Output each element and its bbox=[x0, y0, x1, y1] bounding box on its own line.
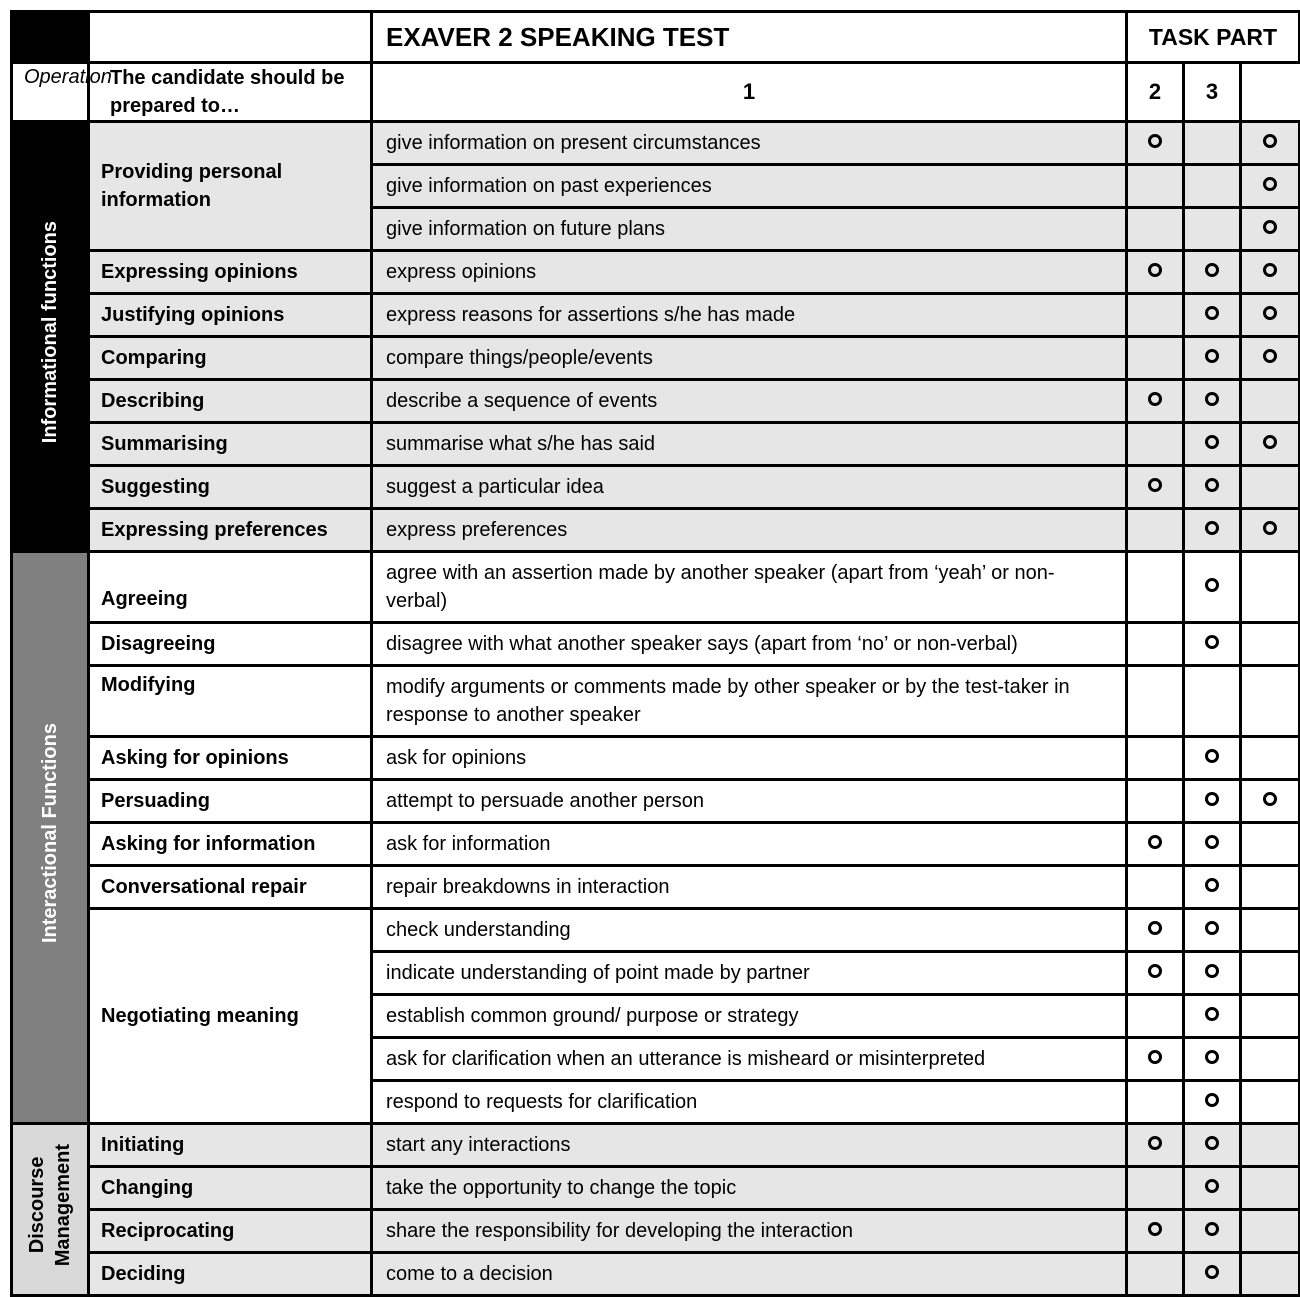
task-part-3-cell bbox=[1241, 251, 1300, 294]
task-part-1-cell bbox=[1127, 1038, 1184, 1081]
task-part-2-cell bbox=[1184, 165, 1241, 208]
table-title: EXAVER 2 SPEAKING TEST bbox=[372, 12, 1127, 63]
circle-mark-icon bbox=[1263, 220, 1277, 234]
operation-reciprocating: Reciprocating bbox=[89, 1210, 372, 1253]
circle-mark-icon bbox=[1205, 835, 1219, 849]
task-part-2-cell bbox=[1184, 466, 1241, 509]
task-part-1-cell bbox=[1127, 509, 1184, 552]
task-part-2-cell bbox=[1184, 423, 1241, 466]
row-description: suggest a particular idea bbox=[372, 466, 1127, 509]
row-description: check understanding bbox=[372, 909, 1127, 952]
task-part-1-cell bbox=[1127, 866, 1184, 909]
table-row bbox=[12, 251, 1300, 294]
task-part-3-cell bbox=[1241, 509, 1300, 552]
task-part-1-cell bbox=[1127, 337, 1184, 380]
row-description: come to a decision bbox=[372, 1253, 1127, 1296]
table-row bbox=[12, 337, 1300, 380]
task-part-3-cell bbox=[1241, 466, 1300, 509]
circle-mark-icon bbox=[1205, 921, 1219, 935]
operation-summarising: Summarising bbox=[89, 423, 372, 466]
task-part-2-cell bbox=[1184, 1081, 1241, 1124]
circle-mark-icon bbox=[1148, 263, 1162, 277]
table-row bbox=[12, 623, 1300, 666]
operation-repair: Conversational repair bbox=[89, 866, 372, 909]
row-description: establish common ground/ purpose or strategy bbox=[372, 995, 1127, 1038]
operation-providing: Providing personal information bbox=[89, 122, 372, 251]
operation-justifying: Justifying opinions bbox=[89, 294, 372, 337]
row-description: indicate understanding of point made by partner bbox=[372, 952, 1127, 995]
table-row bbox=[12, 552, 1300, 623]
task-part-1-cell bbox=[1127, 737, 1184, 780]
row-description: summarise what s/he has said bbox=[372, 423, 1127, 466]
task-part-1-cell bbox=[1127, 423, 1184, 466]
part-3-header: 3 bbox=[1184, 63, 1241, 122]
row-description: start any interactions bbox=[372, 1124, 1127, 1167]
circle-mark-icon bbox=[1148, 134, 1162, 148]
table-row bbox=[12, 866, 1300, 909]
table-row bbox=[12, 1210, 1300, 1253]
row-description: give information on present circumstances bbox=[372, 122, 1127, 165]
operation-comparing: Comparing bbox=[89, 337, 372, 380]
category-interactional bbox=[12, 552, 89, 1124]
circle-mark-icon bbox=[1205, 1136, 1219, 1150]
task-part-3-cell bbox=[1241, 552, 1300, 623]
table-row bbox=[12, 1124, 1300, 1167]
task-part-2-cell bbox=[1184, 208, 1241, 251]
circle-mark-icon bbox=[1148, 1136, 1162, 1150]
task-part-1-cell bbox=[1127, 952, 1184, 995]
task-part-2-cell bbox=[1184, 866, 1241, 909]
operation-suggesting: Suggesting bbox=[89, 466, 372, 509]
table-row bbox=[12, 122, 1300, 165]
circle-mark-icon bbox=[1205, 1050, 1219, 1064]
header-row bbox=[12, 12, 1300, 63]
circle-mark-icon bbox=[1148, 1050, 1162, 1064]
circle-mark-icon bbox=[1205, 635, 1219, 649]
task-part-3-cell bbox=[1241, 1124, 1300, 1167]
circle-mark-icon bbox=[1148, 835, 1162, 849]
row-description: ask for opinions bbox=[372, 737, 1127, 780]
task-part-2-cell bbox=[1184, 995, 1241, 1038]
part-2-header: 2 bbox=[1127, 63, 1184, 122]
table-row bbox=[12, 294, 1300, 337]
circle-mark-icon bbox=[1205, 964, 1219, 978]
operation-asking-information: Asking for information bbox=[89, 823, 372, 866]
circle-mark-icon bbox=[1205, 521, 1219, 535]
task-part-1-cell bbox=[1127, 1167, 1184, 1210]
circle-mark-icon bbox=[1148, 478, 1162, 492]
circle-mark-icon bbox=[1263, 263, 1277, 277]
task-part-1-cell bbox=[1127, 552, 1184, 623]
task-part-3-cell bbox=[1241, 1253, 1300, 1296]
row-description: attempt to persuade another person bbox=[372, 780, 1127, 823]
circle-mark-icon bbox=[1263, 177, 1277, 191]
task-part-3-cell bbox=[1241, 165, 1300, 208]
table-row bbox=[12, 1167, 1300, 1210]
operation-expressing-preferences: Expressing preferences bbox=[89, 509, 372, 552]
task-part-2-cell bbox=[1184, 1167, 1241, 1210]
category-interactional-label: Interactional Functions bbox=[39, 723, 61, 944]
operation-persuading: Persuading bbox=[89, 780, 372, 823]
task-part-2-cell bbox=[1184, 509, 1241, 552]
circle-mark-icon bbox=[1263, 349, 1277, 363]
task-part-1-cell bbox=[1127, 208, 1184, 251]
circle-mark-icon bbox=[1205, 749, 1219, 763]
circle-mark-icon bbox=[1205, 878, 1219, 892]
task-part-3-cell bbox=[1241, 823, 1300, 866]
row-description: modify arguments or comments made by other speaker or by the test-taker in response to another speaker bbox=[372, 666, 1127, 737]
task-part-1-cell bbox=[1127, 1081, 1184, 1124]
task-part-3-cell bbox=[1241, 737, 1300, 780]
task-part-1-cell bbox=[1127, 1124, 1184, 1167]
task-part-2-cell bbox=[1184, 122, 1241, 165]
task-part-2-cell bbox=[1184, 337, 1241, 380]
corner-cell bbox=[12, 12, 89, 63]
table-row bbox=[12, 1253, 1300, 1296]
operation-disagreeing: Disagreeing bbox=[89, 623, 372, 666]
task-part-3-cell bbox=[1241, 1167, 1300, 1210]
table-row bbox=[12, 509, 1300, 552]
row-description: express reasons for assertions s/he has made bbox=[372, 294, 1127, 337]
table-row bbox=[12, 466, 1300, 509]
task-part-3-cell bbox=[1241, 122, 1300, 165]
task-part-1-cell bbox=[1127, 165, 1184, 208]
speaking-test-table-wrapper bbox=[10, 10, 1300, 1297]
circle-mark-icon bbox=[1205, 1179, 1219, 1193]
row-description: agree with an assertion made by another speaker (apart from ‘yeah’ or non-verbal) bbox=[372, 552, 1127, 623]
row-description: compare things/people/events bbox=[372, 337, 1127, 380]
operation-asking-opinions: Asking for opinions bbox=[89, 737, 372, 780]
table-row bbox=[12, 666, 1300, 737]
task-part-2-cell bbox=[1184, 1210, 1241, 1253]
task-part-2-cell bbox=[1184, 780, 1241, 823]
circle-mark-icon bbox=[1263, 435, 1277, 449]
circle-mark-icon bbox=[1205, 392, 1219, 406]
blank-header-cell bbox=[89, 12, 372, 63]
task-part-3-cell bbox=[1241, 780, 1300, 823]
row-description: describe a sequence of events bbox=[372, 380, 1127, 423]
row-description: repair breakdowns in interaction bbox=[372, 866, 1127, 909]
table-row bbox=[12, 823, 1300, 866]
row-description: ask for information bbox=[372, 823, 1127, 866]
circle-mark-icon bbox=[1263, 792, 1277, 806]
table-row bbox=[12, 423, 1300, 466]
task-part-2-cell bbox=[1184, 380, 1241, 423]
task-part-1-cell bbox=[1127, 466, 1184, 509]
circle-mark-icon bbox=[1205, 1222, 1219, 1236]
prepared-header: The candidate should be prepared to… bbox=[89, 63, 372, 122]
category-discourse bbox=[12, 1124, 89, 1296]
task-part-3-cell bbox=[1241, 909, 1300, 952]
task-part-2-cell bbox=[1184, 909, 1241, 952]
category-informational bbox=[12, 122, 89, 552]
operation-agreeing: Agreeing bbox=[89, 552, 372, 623]
circle-mark-icon bbox=[1148, 392, 1162, 406]
part-1-header: 1 bbox=[372, 63, 1127, 122]
operation-deciding: Deciding bbox=[89, 1253, 372, 1296]
task-part-header: TASK PART bbox=[1127, 12, 1300, 63]
task-part-2-cell bbox=[1184, 1124, 1241, 1167]
task-part-2-cell bbox=[1184, 666, 1241, 737]
task-part-3-cell bbox=[1241, 380, 1300, 423]
task-part-2-cell bbox=[1184, 623, 1241, 666]
circle-mark-icon bbox=[1205, 263, 1219, 277]
task-part-3-cell bbox=[1241, 337, 1300, 380]
operation-negotiating: Negotiating meaning bbox=[89, 909, 372, 1124]
task-part-3-cell bbox=[1241, 866, 1300, 909]
task-part-2-cell bbox=[1184, 251, 1241, 294]
task-part-3-cell bbox=[1241, 666, 1300, 737]
task-part-1-cell bbox=[1127, 380, 1184, 423]
circle-mark-icon bbox=[1148, 1222, 1162, 1236]
table-row bbox=[12, 909, 1300, 952]
row-description: give information on future plans bbox=[372, 208, 1127, 251]
task-part-1-cell bbox=[1127, 1210, 1184, 1253]
table-row bbox=[12, 380, 1300, 423]
task-part-1-cell bbox=[1127, 122, 1184, 165]
operation-initiating: Initiating bbox=[89, 1124, 372, 1167]
task-part-1-cell bbox=[1127, 666, 1184, 737]
operation-header: Operation bbox=[12, 63, 89, 122]
circle-mark-icon bbox=[1205, 349, 1219, 363]
task-part-2-cell bbox=[1184, 294, 1241, 337]
task-part-2-cell bbox=[1184, 1038, 1241, 1081]
speaking-test-table bbox=[10, 10, 1300, 1297]
circle-mark-icon bbox=[1205, 1093, 1219, 1107]
task-part-3-cell bbox=[1241, 208, 1300, 251]
operation-changing: Changing bbox=[89, 1167, 372, 1210]
operation-modifying: Modifying bbox=[89, 666, 372, 737]
task-part-2-cell bbox=[1184, 823, 1241, 866]
task-part-2-cell bbox=[1184, 552, 1241, 623]
task-part-2-cell bbox=[1184, 737, 1241, 780]
operation-expressing-opinions: Expressing opinions bbox=[89, 251, 372, 294]
row-description: share the responsibility for developing the interaction bbox=[372, 1210, 1127, 1253]
task-part-3-cell bbox=[1241, 1038, 1300, 1081]
circle-mark-icon bbox=[1148, 964, 1162, 978]
task-part-1-cell bbox=[1127, 823, 1184, 866]
circle-mark-icon bbox=[1205, 306, 1219, 320]
task-part-1-cell bbox=[1127, 251, 1184, 294]
task-part-3-cell bbox=[1241, 1210, 1300, 1253]
circle-mark-icon bbox=[1263, 306, 1277, 320]
row-description: express opinions bbox=[372, 251, 1127, 294]
task-part-3-cell bbox=[1241, 623, 1300, 666]
task-part-1-cell bbox=[1127, 909, 1184, 952]
task-part-3-cell bbox=[1241, 995, 1300, 1038]
task-part-3-cell bbox=[1241, 1081, 1300, 1124]
task-part-3-cell bbox=[1241, 952, 1300, 995]
circle-mark-icon bbox=[1205, 578, 1219, 592]
circle-mark-icon bbox=[1205, 1265, 1219, 1279]
row-description: ask for clarification when an utterance is misheard or misinterpreted bbox=[372, 1038, 1127, 1081]
task-part-1-cell bbox=[1127, 780, 1184, 823]
table-row bbox=[12, 737, 1300, 780]
circle-mark-icon bbox=[1263, 521, 1277, 535]
task-part-1-cell bbox=[1127, 623, 1184, 666]
row-description: take the opportunity to change the topic bbox=[372, 1167, 1127, 1210]
subheader-row bbox=[12, 63, 1300, 122]
row-description: disagree with what another speaker says (apart from ‘no’ or non-verbal) bbox=[372, 623, 1127, 666]
row-description: express preferences bbox=[372, 509, 1127, 552]
task-part-2-cell bbox=[1184, 1253, 1241, 1296]
circle-mark-icon bbox=[1148, 921, 1162, 935]
category-informational-label: Informational functions bbox=[39, 221, 61, 444]
circle-mark-icon bbox=[1205, 1007, 1219, 1021]
operation-describing: Describing bbox=[89, 380, 372, 423]
category-discourse-label: Discourse Management bbox=[26, 1144, 74, 1267]
row-description: give information on past experiences bbox=[372, 165, 1127, 208]
task-part-1-cell bbox=[1127, 1253, 1184, 1296]
circle-mark-icon bbox=[1205, 435, 1219, 449]
table-row bbox=[12, 780, 1300, 823]
task-part-3-cell bbox=[1241, 294, 1300, 337]
task-part-1-cell bbox=[1127, 995, 1184, 1038]
circle-mark-icon bbox=[1263, 134, 1277, 148]
row-description: respond to requests for clarification bbox=[372, 1081, 1127, 1124]
circle-mark-icon bbox=[1205, 478, 1219, 492]
task-part-1-cell bbox=[1127, 294, 1184, 337]
task-part-3-cell bbox=[1241, 423, 1300, 466]
task-part-2-cell bbox=[1184, 952, 1241, 995]
circle-mark-icon bbox=[1205, 792, 1219, 806]
